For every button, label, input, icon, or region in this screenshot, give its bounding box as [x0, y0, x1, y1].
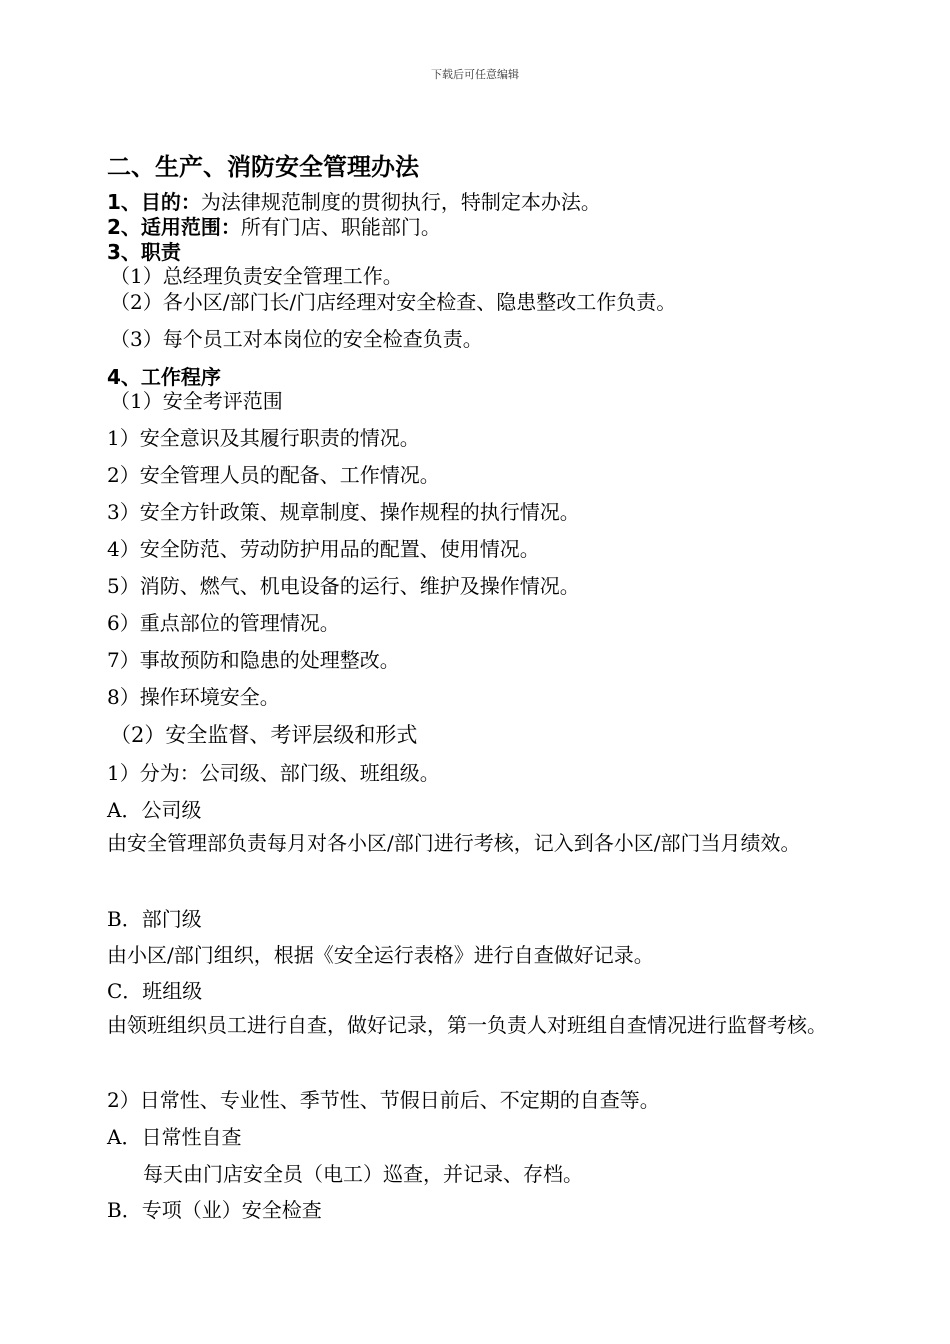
scope-item: 3）安全方针政策、规章制度、操作规程的执行情况。 [107, 500, 580, 524]
level-team: C．班组级 [107, 979, 203, 1003]
responsibility-item: （1）总经理负责安全管理工作。 [110, 264, 403, 288]
scope-item: 4）安全防范、劳动防护用品的配置、使用情况。 [107, 537, 540, 561]
scope-item: 1）安全意识及其履行职责的情况。 [107, 426, 420, 450]
level-item: 1）分为：公司级、部门级、班组级。 [107, 761, 440, 785]
scope-title: （1）安全考评范围 [110, 389, 283, 413]
level-company-text: 由安全管理部负责每月对各小区/部门进行考核，记入到各小区/部门当月绩效。 [107, 831, 801, 855]
level-item: 2）日常性、专业性、季节性、节假日前后、不定期的自查等。 [107, 1088, 660, 1112]
section-purpose-label: 1、目的： [107, 190, 201, 214]
scope-item: 7）事故预防和隐患的处理整改。 [107, 648, 400, 672]
page-header: 下载后可任意编辑 [431, 68, 519, 81]
scope-item: 5）消防、燃气、机电设备的运行、维护及操作情况。 [107, 574, 580, 598]
section-purpose-text: 为法律规范制度的贯彻执行，特制定本办法。 [200, 190, 601, 214]
section-procedure-heading: 4、工作程序 [107, 365, 221, 389]
level-department: B．部门级 [107, 907, 202, 931]
section-responsibility-heading: 3、职责 [107, 240, 181, 264]
check-daily: A．日常性自查 [107, 1125, 242, 1149]
check-daily-text: 每天由门店安全员（电工）巡查，并记录、存档。 [143, 1162, 583, 1186]
level-department-text: 由小区/部门组织，根据《安全运行表格》进行自查做好记录。 [107, 943, 654, 967]
scope-item: 6）重点部位的管理情况。 [107, 611, 340, 635]
section-scope-text: 所有门店、职能部门。 [240, 215, 441, 239]
level-team-text: 由领班组织员工进行自查，做好记录，第一负责人对班组自查情况进行监督考核。 [107, 1013, 827, 1037]
level-company: A．公司级 [107, 798, 202, 822]
section-purpose [107, 189, 601, 215]
level-title: （2）安全监督、考评层级和形式 [110, 723, 418, 747]
responsibility-item: （2）各小区/部门长/门店经理对安全检查、隐患整改工作负责。 [110, 290, 677, 314]
responsibility-item: （3）每个员工对本岗位的安全检查负责。 [110, 327, 483, 351]
scope-item: 2）安全管理人员的配备、工作情况。 [107, 463, 440, 487]
section-scope-label: 2、适用范围： [107, 215, 241, 239]
scope-item: 8）操作环境安全。 [107, 685, 280, 709]
section-scope [107, 214, 441, 240]
page-title: 二、生产、消防安全管理办法 [107, 153, 419, 181]
check-special: B．专项（业）安全检查 [107, 1198, 322, 1222]
